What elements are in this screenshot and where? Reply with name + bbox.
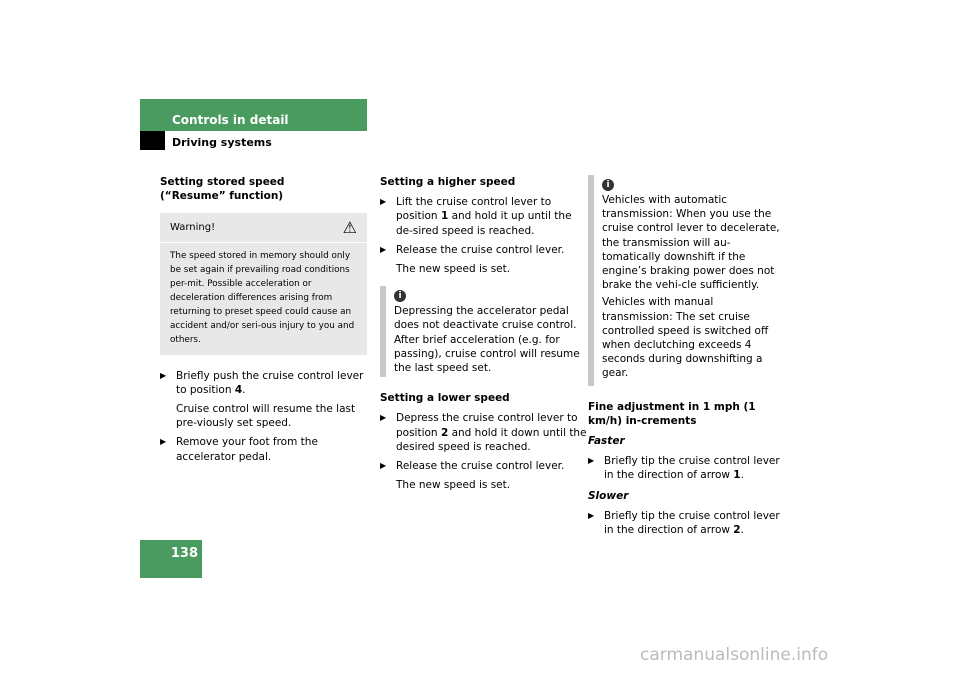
list-item: ▶ Briefly tip the cruise control lever in the direction of arrow 2. — [588, 509, 780, 537]
note-text: The new speed is set. — [396, 479, 511, 492]
info-text: Vehicles with automatic transmission: When you use the cruise control lever to decelerate, the transmission will au-tomatically downshift if the engine’s braking power does not brake the vehi-cle sufficiently. — [602, 194, 780, 292]
column-3 — [588, 175, 783, 542]
subheading-slower: Slower — [588, 489, 629, 502]
heading-lower-speed: Setting a lower speed — [380, 392, 510, 405]
info-icon: i — [394, 290, 406, 302]
arrow-icon: ▶ — [380, 461, 387, 471]
list-item: ▶ Release the cruise control lever. — [380, 460, 565, 473]
list-item: ▶ Depress the cruise control lever to position 2 and hold it down until the desired speed is reached. — [380, 412, 587, 453]
list-item: ▶ Lift the cruise control lever to position 1 and hold it up until the de-sired speed is reached. — [380, 196, 572, 237]
section-title: Controls in detail — [172, 113, 289, 127]
info-text: Vehicles with manual transmission: The set cruise controlled speed is switched off when declutching exceeds 4 seconds during downshifting a gear. — [602, 296, 769, 380]
watermark: carmanualsonline.info — [640, 645, 829, 665]
warning-title: Warning! — [170, 222, 216, 234]
arrow-icon: ▶ — [160, 437, 167, 447]
info-icon: i — [602, 179, 614, 191]
info-text: Depressing the accelerator pedal does not deactivate cruise control. After brief acceleration (e.g. for passing), cruise control will resume the last speed set. — [394, 305, 580, 375]
note-text: The new speed is set. — [396, 263, 511, 276]
list-item: ▶ Release the cruise control lever. — [380, 243, 565, 256]
header-marker — [140, 131, 165, 150]
page-number: 138 — [170, 546, 198, 561]
column-1 — [160, 175, 368, 469]
arrow-icon: ▶ — [588, 456, 595, 466]
arrow-icon: ▶ — [380, 244, 387, 254]
arrow-icon: ▶ — [160, 370, 167, 380]
arrow-icon: ▶ — [588, 510, 595, 520]
arrow-icon: ▶ — [380, 413, 387, 423]
info-box — [588, 175, 783, 386]
warning-icon: ⚠ — [342, 218, 357, 238]
subheading-faster: Faster — [588, 435, 625, 448]
warning-text: The speed stored in memory should only be set again if prevailing road conditions per-mit. Possible acceleration or deceleration differences arising from returning to preset speed could cause an accident and/or seri-ous injury to you and others. — [170, 250, 355, 345]
arrow-icon: ▶ — [380, 197, 387, 207]
info-box — [380, 286, 588, 377]
note-text: Cruise control will resume the last pre-viously set speed. — [176, 403, 356, 430]
list-item: ▶ Briefly tip the cruise control lever in the direction of arrow 1. — [588, 455, 780, 482]
warning-box — [160, 213, 367, 354]
heading-higher-speed: Setting a higher speed — [380, 176, 516, 188]
list-item: ▶ Remove your foot from the accelerator pedal. — [160, 436, 318, 463]
list-item: ▶ Briefly push the cruise control lever to position 4. — [160, 369, 364, 396]
heading-fine-adjustment: Fine adjustment in 1 mph (1 km/h) in-crements — [588, 400, 756, 427]
column-2 — [380, 175, 588, 497]
heading-resume: Setting stored speed (“Resume” function) — [160, 176, 285, 203]
section-subtitle: Driving systems — [172, 136, 272, 149]
